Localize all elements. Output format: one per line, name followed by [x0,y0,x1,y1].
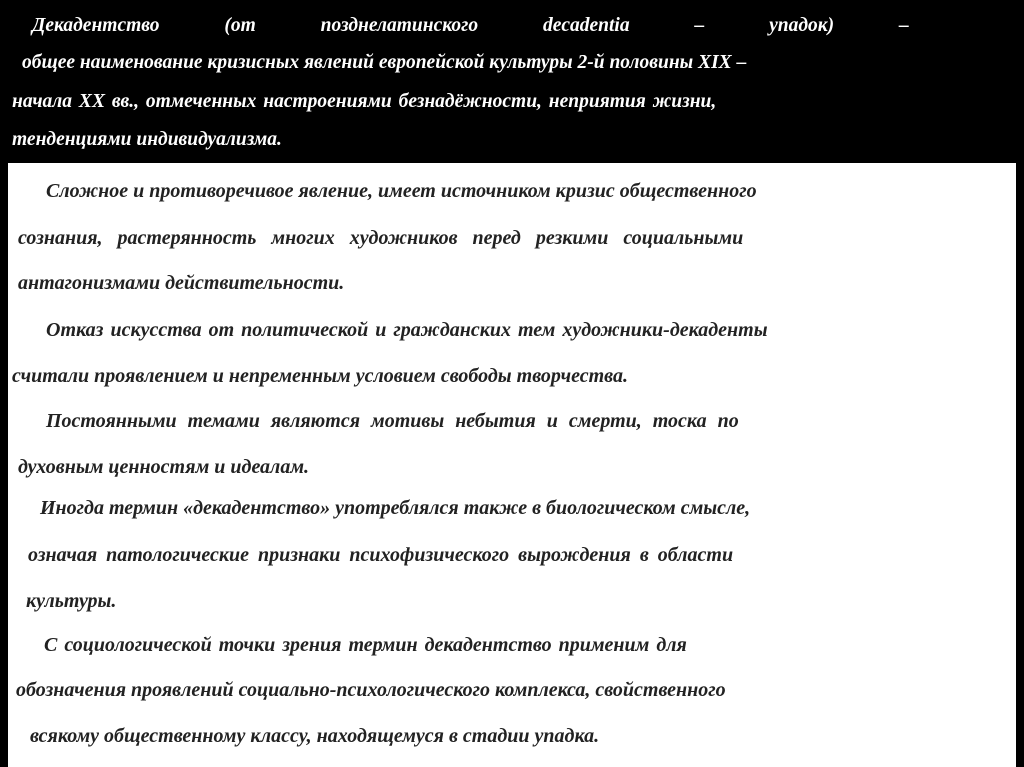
definition-header [0,0,1024,158]
paragraph-2-line-1: Отказ искусства от политической и гражданских тем художники-декаденты [46,319,768,341]
header-line-3: начала XX вв., отмеченных настроениями безнадёжности, неприятия жизни, [12,91,717,112]
header-line-1: Декадентство (от позднелатинского decadentia – упадок) – [32,15,909,36]
paragraph-3-line-1: Постоянными темами являются мотивы небытия и смерти, тоска по [46,410,739,432]
content-panel [8,163,1016,767]
paragraph-1-line-2: сознания, растерянность многих художников перед резкими социальными [18,227,744,249]
paragraph-1-line-1: Сложное и противоречивое явление, имеет источником кризис общественного [46,180,757,202]
paragraph-2-line-2: считали проявлением и непременным условием свободы творчества. [12,365,628,387]
paragraph-4-line-2: означая патологические признаки психофизического вырождения в области [28,544,734,566]
paragraph-4-line-1: Иногда термин «декадентство» употреблялся также в биологическом смысле, [40,497,751,519]
paragraph-3-line-2: духовным ценностям и идеалам. [18,456,310,478]
paragraph-5-line-3: всякому общественному классу, находящемуся в стадии упадка. [30,725,600,747]
paragraph-1-line-3: антагонизмами действительности. [18,272,345,294]
header-line-4: тенденциями индивидуализма. [12,129,282,150]
paragraph-5-line-1: С социологической точки зрения термин декадентство применим для [44,634,687,656]
header-line-2: общее наименование кризисных явлений европейской культуры 2-й половины XIX – [22,52,747,73]
paragraph-5-line-2: обозначения проявлений социально-психологического комплекса, свойственного [16,679,726,701]
paragraph-4-line-3: культуры. [26,590,117,612]
